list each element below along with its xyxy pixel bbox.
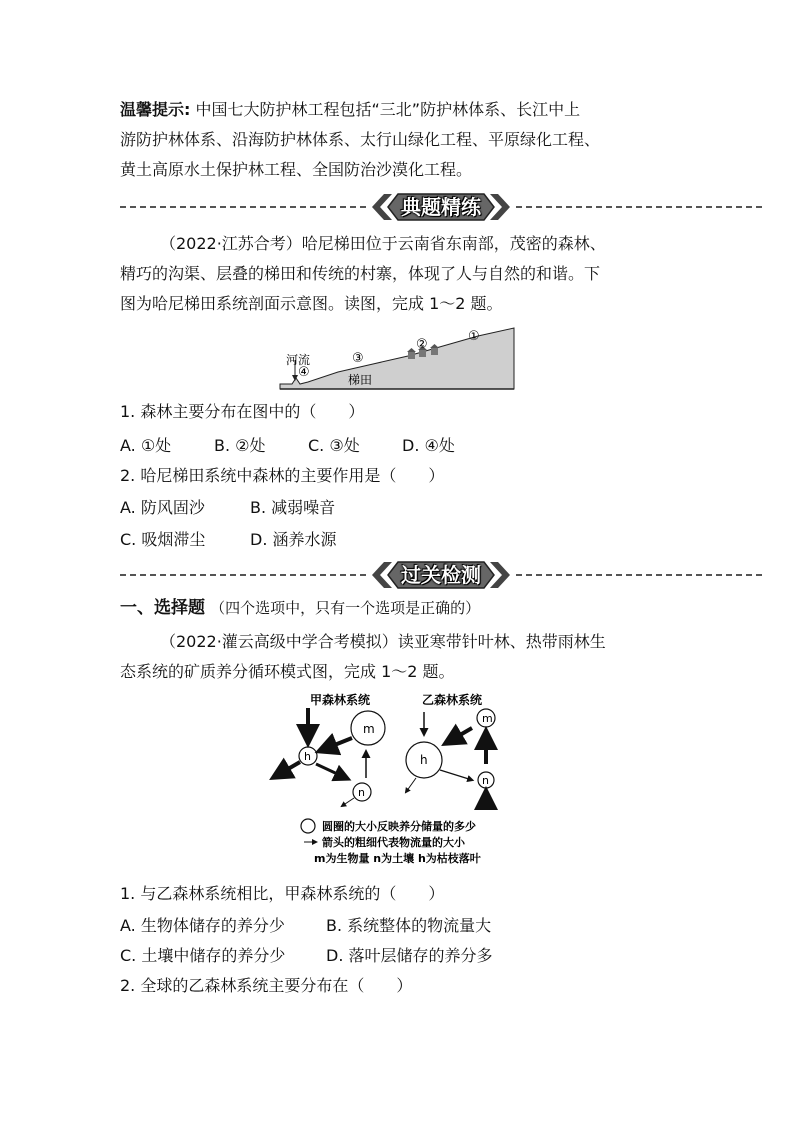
- terrace-cross-section-figure: [278, 326, 518, 392]
- terrace-field-label: 梯田: [348, 373, 373, 387]
- question-intro-3: 图为哈尼梯田系统剖面示意图。读图，完成 1～2 题。: [120, 294, 503, 313]
- question-1-option-a: A. ①处: [120, 436, 172, 455]
- river-label: 河流: [286, 353, 311, 367]
- tip-label: 温馨提示:: [120, 100, 191, 119]
- right-m-label: m: [482, 712, 493, 725]
- question-3-option-c: C. 土壤中储存的养分少: [120, 946, 286, 965]
- tip-line-1: [120, 100, 580, 120]
- right-system-title: 乙森林系统: [422, 693, 483, 707]
- tip-text-1: 中国七大防护林工程包括“三北”防护林体系、长江中上: [195, 100, 581, 119]
- section-note: （四个选项中，只有一个选项是正确的）: [210, 599, 481, 617]
- question-2-option-c: C. 吸烟滞尘: [120, 530, 206, 549]
- question-3-option-d: D. 落叶层储存的养分多: [326, 946, 493, 965]
- nutrient-cycle-figure: [262, 690, 544, 872]
- banner-title: 典题精练: [401, 195, 481, 219]
- question-1-option-c: C. ③处: [308, 436, 360, 455]
- question-1-option-d: D. ④处: [402, 436, 455, 455]
- left-h-label: h: [304, 750, 311, 763]
- question-2-option-a: A. 防风固沙: [120, 498, 205, 517]
- tip-line-2: 游防护林体系、沿海防护林体系、太行山绿化工程、平原绿化工程、: [120, 130, 601, 149]
- question-3-stem: 1. 与乙森林系统相比，甲森林系统的（ ）: [120, 884, 445, 903]
- dashed-divider: [120, 574, 366, 576]
- dashed-divider: [516, 574, 762, 576]
- legend-text-2: 箭头的粗细代表物流量的大小: [322, 836, 465, 849]
- banner-title: 过关检测: [401, 563, 481, 587]
- question-intro-2: 精巧的沟渠、层叠的梯田和传统的村寨，体现了人与自然的和谐。下: [120, 264, 601, 283]
- section-heading: 一、选择题: [120, 598, 205, 618]
- question-2-option-b: B. 减弱噪音: [250, 498, 336, 517]
- question-2-stem: 2. 哈尼梯田系统中森林的主要作用是（ ）: [120, 466, 445, 485]
- dashed-divider: [516, 206, 762, 208]
- dashed-divider: [120, 206, 366, 208]
- label-3: ③: [352, 351, 364, 366]
- right-h-label: h: [420, 753, 428, 767]
- left-system-title: 甲森林系统: [310, 693, 371, 707]
- label-2: ②: [416, 337, 428, 352]
- legend-circle-icon: [301, 819, 315, 833]
- question-intro-1: （2022·江苏合考）哈尼梯田位于云南省东南部，茂密的森林、: [160, 234, 606, 253]
- question-1-option-b: B. ②处: [214, 436, 266, 455]
- label-1: ①: [468, 329, 480, 344]
- question-4-stem: 2. 全球的乙森林系统主要分布在（ ）: [120, 976, 413, 995]
- tip-line-3: 黄土高原水土保护林工程、全国防治沙漠化工程。: [120, 160, 473, 179]
- section-heading-line: [120, 598, 480, 618]
- question-2-option-d: D. 涵养水源: [250, 530, 337, 549]
- label-4: ④: [298, 365, 310, 380]
- question-1-stem: 1. 森林主要分布在图中的（ ）: [120, 402, 365, 421]
- right-n-label: n: [482, 774, 489, 787]
- section-banner-test: [120, 560, 762, 590]
- legend-text-3: m为生物量 n为土壤 h为枯枝落叶: [314, 852, 481, 865]
- left-n-label: n: [358, 786, 365, 799]
- left-m-label: m: [363, 722, 375, 736]
- question-intro2-2: 态系统的矿质养分循环模式图，完成 1～2 题。: [120, 662, 455, 681]
- question-3-option-a: A. 生物体储存的养分少: [120, 916, 285, 935]
- legend-text-1: 圆圈的大小反映养分储量的多少: [322, 820, 476, 833]
- question-3-option-b: B. 系统整体的物流量大: [326, 916, 492, 935]
- section-banner-practice: [120, 192, 762, 222]
- question-intro2-1: （2022·灌云高级中学合考模拟）读亚寒带针叶林、热带雨林生: [160, 632, 606, 651]
